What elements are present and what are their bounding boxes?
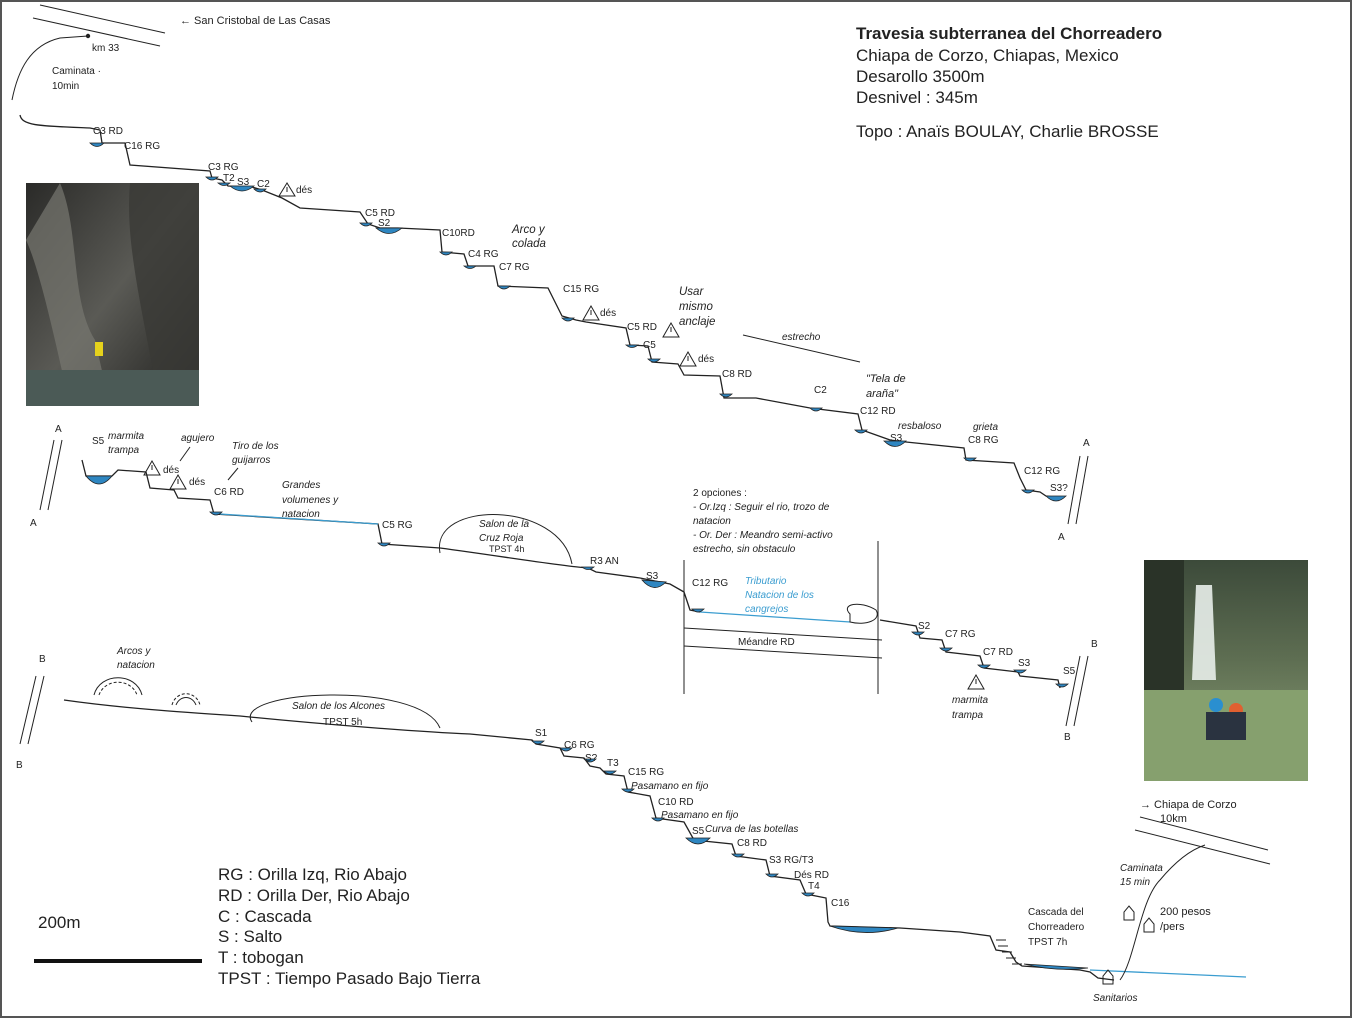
- s1-tela-1: "Tela de: [866, 373, 906, 385]
- s3-mark-b-bottom: B: [16, 760, 23, 771]
- s2-c12rg: C12 RG: [692, 578, 729, 589]
- s1-arco-1: Arco y: [512, 224, 545, 236]
- s2-trib-3: cangrejos: [745, 604, 789, 615]
- toilets: Sanitarios: [1093, 993, 1138, 1004]
- walk-out-2: 15 min: [1120, 877, 1151, 888]
- s1-des1: dés: [296, 185, 313, 196]
- s1-tela-2: araña": [866, 388, 899, 400]
- s2-s2: S2: [918, 621, 931, 632]
- s2-options-3: natacion: [693, 516, 731, 527]
- s3-cascada-3: TPST 7h: [1028, 937, 1068, 948]
- s1-usar-2: mismo: [679, 301, 713, 313]
- s1-s2: S2: [378, 218, 391, 229]
- walk-in-2: 10min: [52, 81, 80, 92]
- s1-resbaloso: resbaloso: [898, 421, 942, 432]
- s3-c6rg: C6 RG: [564, 740, 595, 751]
- price-1: 200 pesos: [1160, 906, 1211, 918]
- s2-marmita-1: marmita: [108, 431, 145, 442]
- s2-s3: S3: [646, 571, 659, 582]
- s2-tiro-1: Tiro de los: [232, 441, 279, 452]
- title: Travesia subterranea del Chorreadero: [856, 24, 1163, 43]
- s1-c12rd: C12 RD: [860, 406, 896, 417]
- to-chiapa-1: → Chiapa de Corzo: [1140, 799, 1237, 811]
- s3-s2q: S?: [585, 753, 598, 764]
- s2-mark-a-top: A: [55, 424, 62, 435]
- s2-s3b: S3: [1018, 658, 1031, 669]
- s3-salon-2: TPST 5h: [323, 717, 363, 728]
- development: Desarollo 3500m: [856, 67, 985, 86]
- s2-s5b: S5: [1063, 666, 1076, 677]
- s3-t3: T3: [607, 758, 619, 769]
- legend-rg: RG : Orilla Izq, Rio Abajo: [218, 865, 407, 884]
- s2-options-1: 2 opciones :: [693, 488, 747, 499]
- price-2: /pers: [1160, 921, 1185, 933]
- s2-s5: S5: [92, 436, 105, 447]
- s3-desrd: Dés RD: [794, 870, 830, 881]
- s1-c5rd: C5 RD: [365, 208, 396, 219]
- s3-salon-1: Salon de los Alcones: [292, 701, 386, 712]
- s1-c3rd: C3 RD: [93, 126, 124, 137]
- s2-c6rd: C6 RD: [214, 487, 245, 498]
- s1-c16rg: C16 RG: [124, 141, 161, 152]
- s2-options-5: estrecho, sin obstaculo: [693, 544, 796, 555]
- s1-mark-a-bottom: A: [1058, 532, 1065, 543]
- legend-rd: RD : Orilla Der, Rio Abajo: [218, 886, 410, 905]
- legend-tpst: TPST : Tiempo Pasado Bajo Tierra: [218, 969, 481, 988]
- walk-out-1: Caminata: [1120, 863, 1163, 874]
- s3-s1: S1: [535, 728, 548, 739]
- s3-c16: C16: [831, 898, 850, 909]
- s3-cascada-1: Cascada del: [1028, 907, 1084, 918]
- s2-marmita-2: trampa: [108, 445, 140, 456]
- s2-options-2: - Or.Izq : Seguir el rio, trozo de: [693, 502, 830, 513]
- s2-grandes-3: natacion: [282, 509, 320, 520]
- s1-c12rg: C12 RG: [1024, 466, 1061, 477]
- s3-pas-2: Pasamano en fijo: [661, 810, 739, 821]
- s1-t2: T2: [223, 173, 235, 184]
- depth: Desnivel : 345m: [856, 88, 978, 107]
- s2-c5rg: C5 RG: [382, 520, 413, 531]
- s1-mark-a-top: A: [1083, 438, 1090, 449]
- to-chiapa-2: 10km: [1160, 813, 1187, 825]
- s1-c5rd2: C5 RD: [627, 322, 658, 333]
- s2-salon-1: Salon de la: [479, 519, 530, 530]
- s2-salon-2: Cruz Roja: [479, 533, 524, 544]
- s1-c2: C2: [257, 179, 270, 190]
- s2-mark-b-top: B: [1091, 639, 1098, 650]
- s3-curva: Curva de las botellas: [705, 824, 799, 835]
- legend-t: T : tobogan: [218, 948, 304, 967]
- s1-s3: S3: [237, 177, 250, 188]
- km33-point: [86, 34, 90, 38]
- s2-trib-2: Natacion de los: [745, 590, 814, 601]
- s2-options-4: - Or. Der : Meandro semi-activo: [693, 530, 833, 541]
- s3-s5: S5: [692, 826, 705, 837]
- s1-c2b: C2: [814, 385, 827, 396]
- legend-s: S : Salto: [218, 927, 283, 946]
- s2-c7rd: C7 RD: [983, 647, 1014, 658]
- s2-marm-2: trampa: [952, 710, 984, 721]
- s1-arco-2: colada: [512, 238, 546, 250]
- s1-grieta: grieta: [973, 422, 999, 433]
- s1-estrecho: estrecho: [782, 332, 821, 343]
- s3-s3rg: S3 RG/T3: [769, 855, 814, 866]
- s3-c8rd: C8 RD: [737, 838, 768, 849]
- s1-c7rg: C7 RG: [499, 262, 530, 273]
- s1-c15rg: C15 RG: [563, 284, 600, 295]
- s2-tiro-2: guijarros: [232, 455, 271, 466]
- s1-s3q: S3?: [1050, 483, 1068, 494]
- s3-c15rg: C15 RG: [628, 767, 665, 778]
- s3-c10rd: C10 RD: [658, 797, 694, 808]
- s1-c10rd: C10RD: [442, 228, 475, 239]
- s2-des1: dés: [163, 465, 180, 476]
- s1-des3: dés: [698, 354, 715, 365]
- s2-marm-1: marmita: [952, 695, 989, 706]
- walk-in-1: Caminata ·: [52, 66, 101, 77]
- s1-c3rg: C3 RG: [208, 162, 239, 173]
- s2-grandes-2: volumenes y: [282, 495, 339, 506]
- s2-r3an: R3 AN: [590, 556, 619, 567]
- s2-salon-3: TPST 4h: [489, 544, 525, 554]
- s2-trib-1: Tributario: [745, 576, 787, 587]
- s3-mark-b-top: B: [39, 654, 46, 665]
- location: Chiapa de Corzo, Chiapas, Mexico: [856, 46, 1119, 65]
- s3-t4: T4: [808, 881, 820, 892]
- s1-des2: dés: [600, 308, 617, 319]
- s2-grandes-1: Grandes: [282, 480, 321, 491]
- s2-c7rg: C7 RG: [945, 629, 976, 640]
- scale-label: 200m: [38, 913, 81, 932]
- s3-pas-1: Pasamano en fijo: [631, 781, 709, 792]
- s3-arcos-2: natacion: [117, 660, 155, 671]
- s1-c4rg: C4 RG: [468, 249, 499, 260]
- s1-c5: C5: [643, 340, 656, 351]
- s2-des2: dés: [189, 477, 206, 488]
- s2-mark-b-bottom: B: [1064, 732, 1071, 743]
- s2-mark-a-bottom: A: [30, 518, 37, 529]
- s1-c8rd: C8 RD: [722, 369, 753, 380]
- s3-arcos-1: Arcos y: [117, 646, 151, 657]
- s3-cascada-2: Chorreadero: [1028, 922, 1085, 933]
- km-marker: km 33: [92, 43, 120, 54]
- s1-usar-3: anclaje: [679, 316, 716, 328]
- to-san-cristobal: ← San Cristobal de Las Casas: [180, 15, 331, 27]
- s1-s3b: S3: [890, 433, 903, 444]
- s2-meandre: Méandre RD: [738, 637, 795, 648]
- s2-agujero: agujero: [181, 433, 215, 444]
- authors: Topo : Anaïs BOULAY, Charlie BROSSE: [856, 122, 1159, 141]
- canyon-photo: [26, 183, 199, 406]
- s1-c8rg: C8 RG: [968, 435, 999, 446]
- legend-c: C : Cascada: [218, 907, 312, 926]
- s1-usar-1: Usar: [679, 286, 704, 298]
- waterfall-photo: [1144, 560, 1308, 781]
